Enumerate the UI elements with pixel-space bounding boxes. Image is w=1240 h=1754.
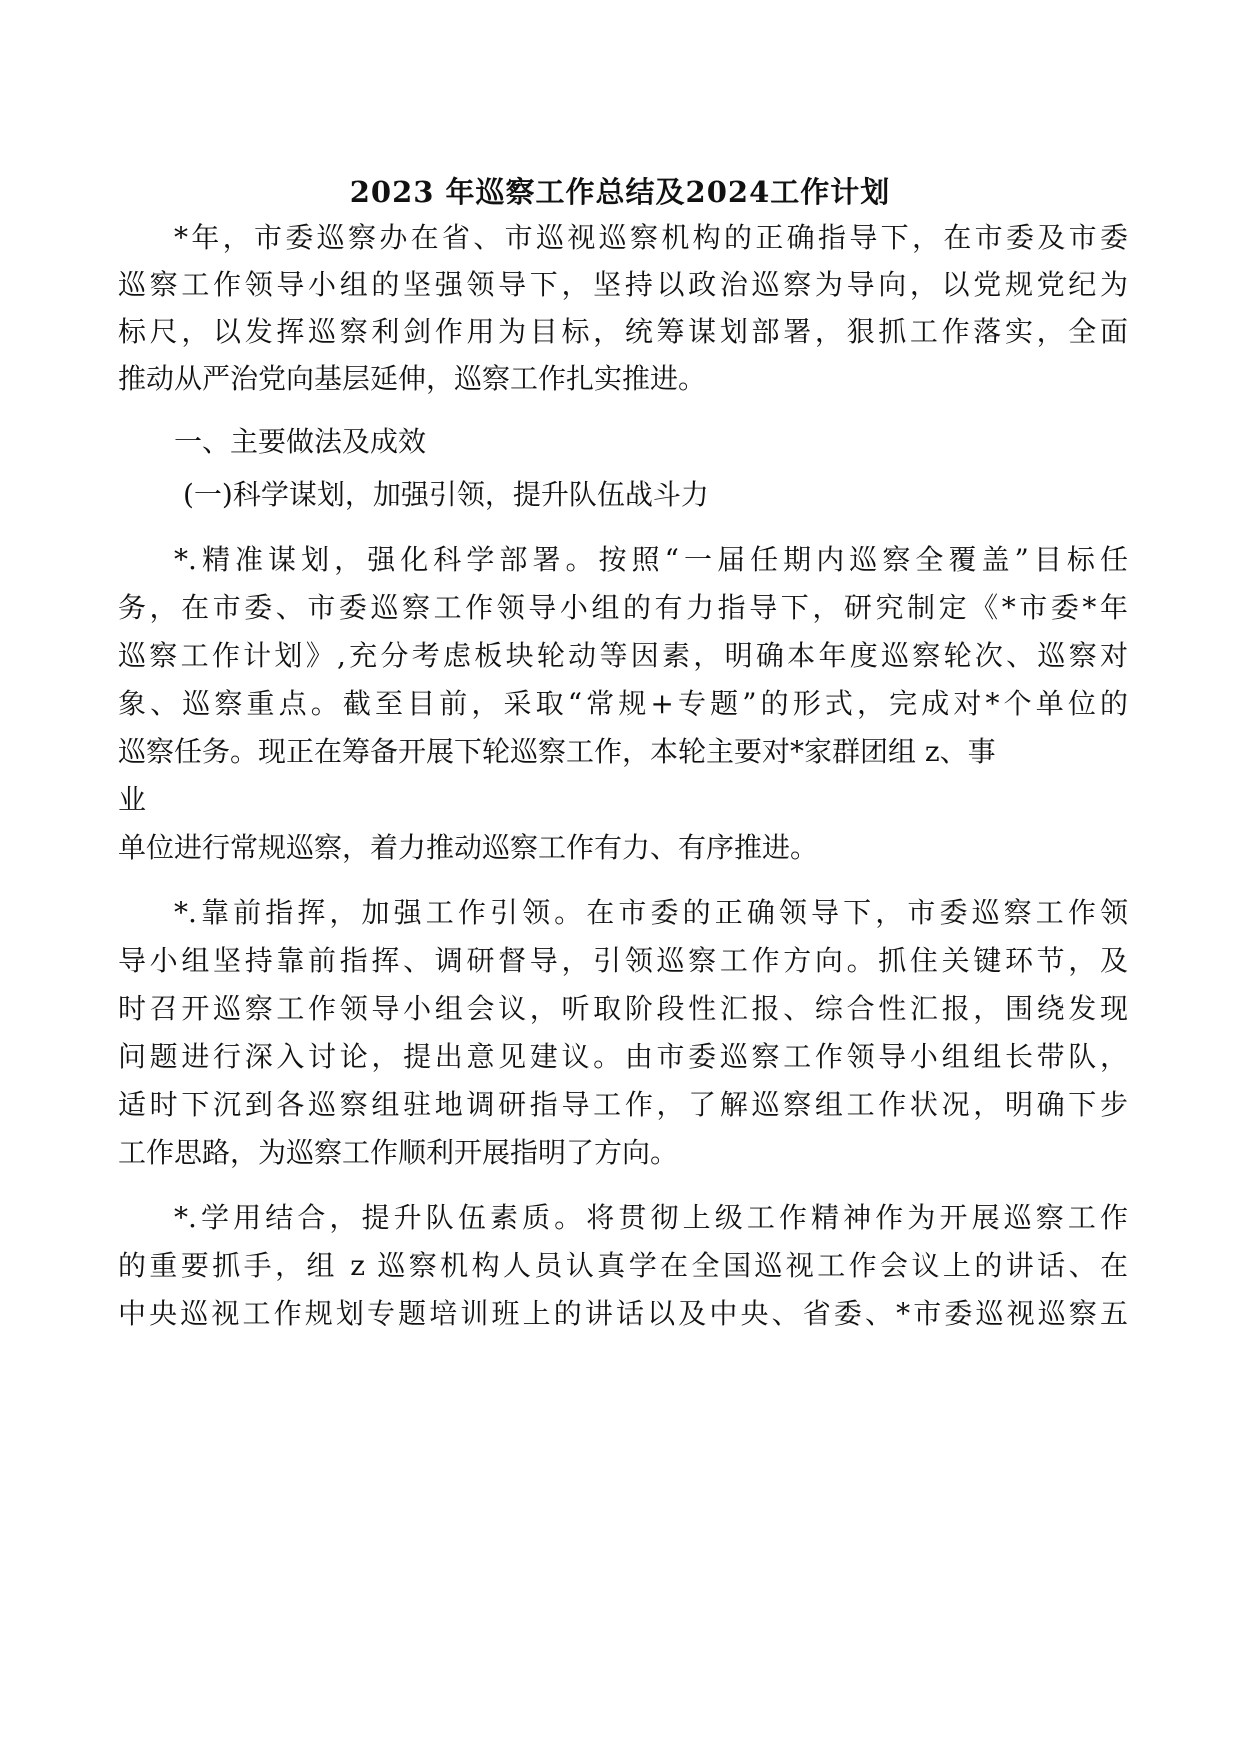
- para1-line-3: 巡察工作计划》,充分考虑板块轮动等因素，明确本年度巡察轮次、巡察对: [118, 639, 1128, 672]
- para1-line-2: 务，在市委、市委巡察工作领导小组的有力指导下，研究制定《*市委*年: [118, 591, 1128, 624]
- document-title: 2023 年巡察工作总结及2024工作计划: [349, 175, 891, 209]
- intro-line-3: 标尺，以发挥巡察利剑作用为目标，统筹谋划部署，狠抓工作落实，全面: [118, 315, 1128, 348]
- para3-line-1: *.学用结合，提升队伍素质。将贯彻上级工作精神作为开展巡察工作: [174, 1201, 1128, 1234]
- intro-line-2: 巡察工作领导小组的坚强领导下，坚持以政治巡察为导向，以党规党纪为: [118, 268, 1128, 301]
- para2-line-5: 适时下沉到各巡察组驻地调研指导工作，了解巡察组工作状况，明确下步: [118, 1088, 1128, 1121]
- para2-line-3: 时召开巡察工作领导小组会议，听取阶段性汇报、综合性汇报，围绕发现: [118, 992, 1128, 1025]
- section-heading: 一、主要做法及成效: [174, 425, 427, 458]
- subsection-heading: (一)科学谋划，加强引领，提升队伍战斗力: [183, 478, 709, 511]
- para1-line-1: *.精准谋划，强化科学部署。按照“一届任期内巡察全覆盖”目标任: [174, 543, 1128, 576]
- para3-line-3: 中央巡视工作规划专题培训班上的讲话以及中央、省委、*市委巡视巡察五: [118, 1297, 1128, 1330]
- intro-line-4: 推动从严治党向基层延伸，巡察工作扎实推进。: [118, 362, 707, 395]
- para2-line-2: 导小组坚持靠前指挥、调研督导，引领巡察工作方向。抓住关键环节，及: [118, 944, 1128, 977]
- para1-line-4: 象、巡察重点。截至目前，采取“常规+专题”的形式，完成对*个单位的: [118, 687, 1128, 720]
- para1-line-7: 单位进行常规巡察，着力推动巡察工作有力、有序推进。: [118, 831, 819, 864]
- para2-line-6: 工作思路，为巡察工作顺利开展指明了方向。: [118, 1136, 679, 1169]
- para1-line-6: 业: [118, 783, 147, 816]
- para1-line-5: 巡察任务。现正在筹备开展下轮巡察工作，本轮主要对*家群团组 z、事: [118, 735, 996, 768]
- para2-line-4: 问题进行深入讨论，提出意见建议。由市委巡察工作领导小组组长带队，: [118, 1040, 1128, 1073]
- para3-line-2: 的重要抓手，组 z 巡察机构人员认真学在全国巡视工作会议上的讲话、在: [118, 1249, 1128, 1282]
- para2-line-1: *.靠前指挥，加强工作引领。在市委的正确领导下，市委巡察工作领: [174, 896, 1128, 929]
- intro-line-1: *年，市委巡察办在省、市巡视巡察机构的正确指导下，在市委及市委: [174, 221, 1128, 254]
